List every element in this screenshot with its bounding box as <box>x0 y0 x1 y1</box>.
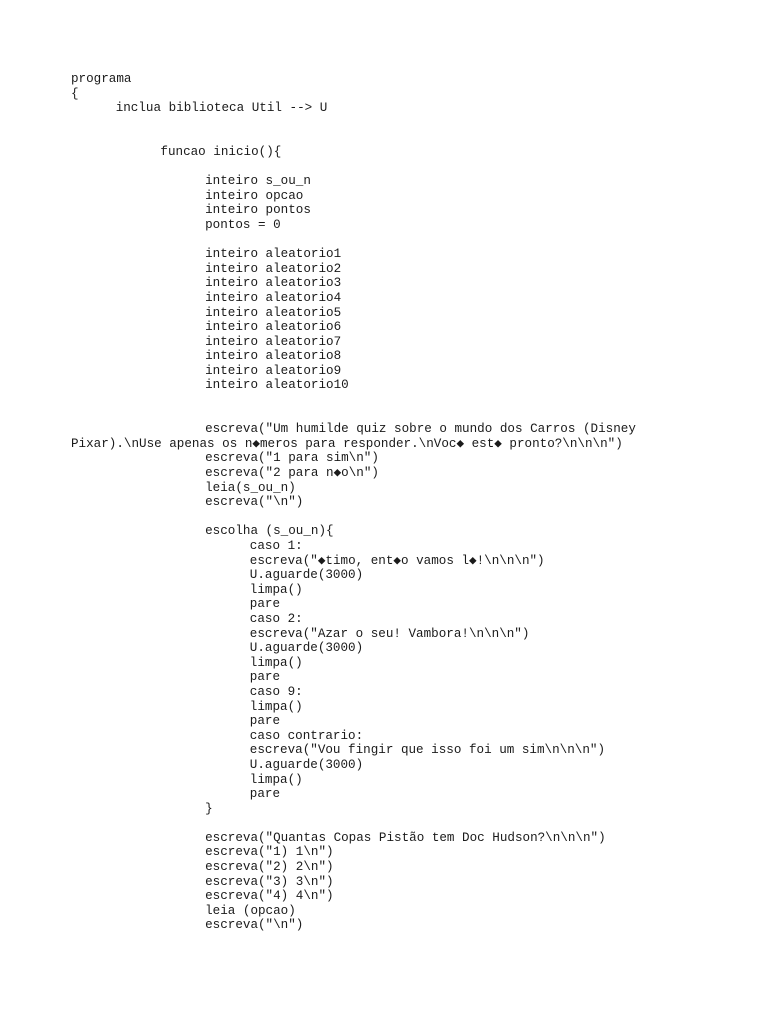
code-line: inteiro aleatorio5 <box>205 305 342 320</box>
code-line: escreva("4) 4\n") <box>205 889 334 904</box>
code-line: leia(s_ou_n) <box>205 480 296 495</box>
code-listing <box>71 72 711 933</box>
code-line: escreva("1 para sim\n") <box>205 451 379 466</box>
code-line: U.aguarde(3000) <box>249 757 364 772</box>
code-line: pontos = 0 <box>205 217 281 232</box>
code-line: inteiro aleatorio1 <box>205 247 342 262</box>
blank-line <box>71 816 711 831</box>
code-line: inteiro aleatorio9 <box>205 363 342 378</box>
code-line: inteiro aleatorio4 <box>205 290 342 305</box>
code-line: inteiro aleatorio6 <box>205 320 342 335</box>
code-line: inteiro aleatorio7 <box>205 334 342 349</box>
code-line: escreva("Azar o seu! Vambora!\n\n\n") <box>249 626 530 641</box>
code-line: caso 2: <box>249 611 303 626</box>
code-line: funcao inicio(){ <box>160 144 282 159</box>
code-line: escreva("1) 1\n") <box>205 845 334 860</box>
code-line: { <box>71 86 79 101</box>
code-line: inteiro aleatorio2 <box>205 261 342 276</box>
code-line: escreva("Quantas Copas Pistão tem Doc Hudson?\n\n\n") <box>205 830 606 845</box>
code-line: escreva("◆timo, ent◆o vamos l◆!\n\n\n") <box>249 553 545 568</box>
code-line: inteiro pontos <box>205 203 311 218</box>
code-line: inclua biblioteca Util --> U <box>115 101 328 116</box>
code-line: U.aguarde(3000) <box>249 641 364 656</box>
code-line: inteiro aleatorio10 <box>205 378 349 393</box>
code-line: inteiro s_ou_n <box>205 174 311 189</box>
code-line: leia (opcao) <box>205 903 296 918</box>
code-line: inteiro aleatorio3 <box>205 276 342 291</box>
code-line: limpa() <box>249 655 303 670</box>
code-line: escreva("Vou fingir que isso foi um sim\n\n\n") <box>249 743 605 758</box>
code-line: caso 1: <box>249 539 303 553</box>
code-line: limpa() <box>249 582 303 597</box>
code-line: limpa() <box>249 699 303 714</box>
code-line: escreva("Um humilde quiz sobre o mundo dos Carros (Disney <box>205 422 636 437</box>
code-line: escreva("\n") <box>205 918 304 933</box>
code-line: inteiro opcao <box>205 188 304 203</box>
code-line: U.aguarde(3000) <box>249 568 364 583</box>
code-line: pare <box>249 787 281 802</box>
code-line: escolha (s_ou_n){ <box>205 524 334 539</box>
blank-line <box>71 393 711 422</box>
blank-line <box>71 160 711 175</box>
code-line: pare <box>249 597 281 612</box>
code-line: } <box>205 801 213 816</box>
blank-line <box>71 233 711 248</box>
code-line: Pixar).\nUse apenas os n◆meros para responder.\nVoc◆ est◆ pronto?\n\n\n") <box>71 436 623 451</box>
code-line: limpa() <box>249 772 303 787</box>
code-line: caso contrario: <box>249 728 364 743</box>
code-line: inteiro aleatorio8 <box>205 349 342 364</box>
code-line: escreva("\n") <box>205 495 304 510</box>
code-line: escreva("2) 2\n") <box>205 860 334 875</box>
code-line: programa <box>71 72 132 86</box>
code-line: escreva("3) 3\n") <box>205 874 334 889</box>
blank-line <box>71 116 711 145</box>
code-line: pare <box>249 714 281 729</box>
blank-line <box>71 510 711 525</box>
code-line: pare <box>249 670 281 685</box>
code-line: caso 9: <box>249 684 303 699</box>
code-line: escreva("2 para n◆o\n") <box>205 466 379 481</box>
